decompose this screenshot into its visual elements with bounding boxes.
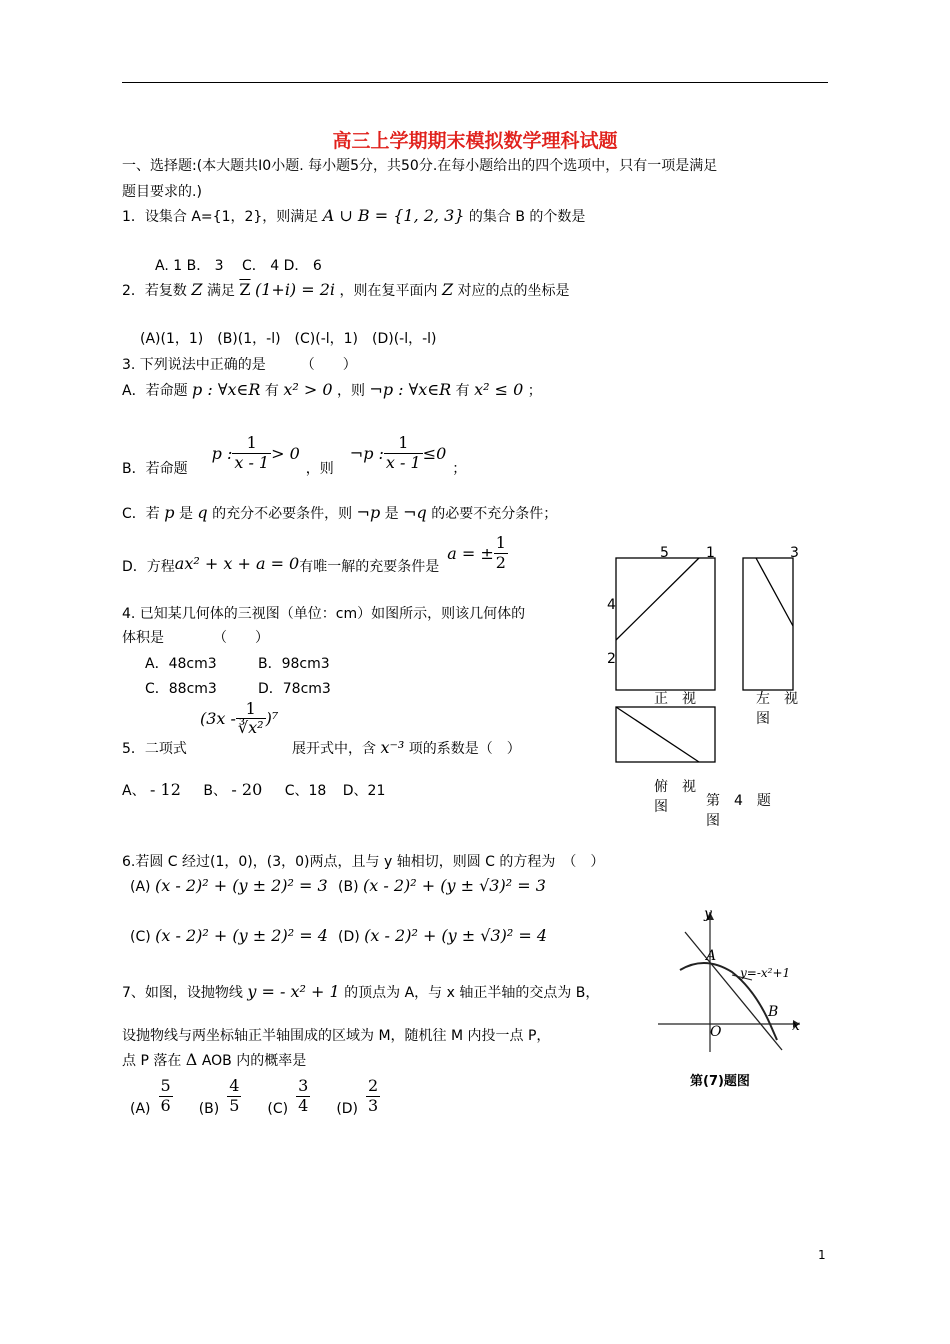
side-view-rect (743, 558, 793, 690)
q7-opt-d-num: 2 (368, 1076, 379, 1096)
q3-b-frac (232, 434, 271, 472)
q3-b-den: x - 1 (234, 452, 270, 472)
fig7-origin: O (710, 1024, 722, 1040)
q3-b-num: 1 (246, 433, 257, 453)
q4-line2: 体积是 （ ） (122, 630, 269, 646)
side-view-caption-1: 左 视 (756, 691, 798, 707)
q3-option-c (122, 503, 557, 523)
header-rule (122, 82, 828, 83)
q7-opt-a-num: 5 (160, 1076, 171, 1096)
q3-a-text2: 有 (264, 383, 279, 399)
question-3: 3. 下列说法中正确的是 （ ） (122, 357, 357, 373)
q2-options: (A)(1，1) (B)(1，-l) (C)(-l，1) (D)(-l，-l) (140, 331, 437, 347)
q7-math: y = - x² + 1 (247, 982, 340, 1001)
q7-opt-c (296, 1077, 310, 1115)
q7-line3-b: AOB 内的概率是 (201, 1053, 307, 1069)
q7-opt-c-num: 3 (298, 1076, 309, 1096)
fig4-label-1: 1 (706, 545, 715, 561)
top-view-diagonal (616, 707, 699, 762)
q3-b-p: p : (211, 443, 233, 463)
fig7-point-b: B (768, 1004, 779, 1020)
question-6: 6.若圆 C 经过(1，0)，(3，0)两点，且与 y 轴相切，则圆 C 的方程为 （ ） (122, 854, 605, 870)
q7-line3-a: 点 P 落在 (122, 1053, 182, 1069)
q2-text-d: 对应的点的坐标是 (457, 283, 570, 299)
q3-option-b (122, 428, 466, 478)
q6-opt-b (338, 876, 546, 895)
q5-frac (236, 700, 266, 738)
q2-text-a: 2．若复数 (122, 283, 187, 299)
q7-line1 (122, 982, 599, 1002)
fig4-label-4: 4 (607, 597, 616, 613)
q5-rest (292, 738, 521, 758)
q4-opt-d: D．78cm3 (258, 681, 331, 697)
q3-b-gt: > 0 (271, 443, 300, 463)
q3-b-frac2 (384, 434, 423, 472)
q6-opt-c-label: (C) (130, 929, 151, 945)
q1-options: A. 1 B． 3 C． 4 D． 6 (155, 258, 322, 274)
q7-line2: 设抛物线与两坐标轴正半轴围成的区域为 M，随机往 M 内投一点 P， (122, 1028, 551, 1044)
q3-a-math2: x² > 0 (283, 380, 333, 399)
q2-math: (1+i) = 2i (254, 280, 336, 299)
q6-opt-c-math: (x - 2)² + (y ± 2)² = 4 (155, 926, 328, 945)
q3-d-num: 1 (495, 533, 506, 553)
q3-d-lhs: a = ± (447, 543, 494, 563)
q4-opt-a: A．48cm3 (145, 656, 217, 672)
q3-a-math3: ¬p : ∀x∈R (369, 380, 452, 399)
q5-opt-a: - 12 (150, 780, 181, 799)
q7-opt-a-den: 6 (160, 1095, 171, 1115)
q6-opt-d (338, 926, 547, 945)
q3-b-le: ≤0 (422, 443, 447, 463)
q1-math: A ∪ B = {1, 2, 3} (322, 206, 465, 225)
top-view-rect (616, 707, 715, 762)
q4-opt-b: B．98cm3 (258, 656, 330, 672)
q5-opt-b: - 20 (231, 780, 263, 799)
q3-b-num2: 1 (398, 433, 409, 453)
fig7-caption: 第(7)题图 (690, 1074, 750, 1089)
q3-option-d (122, 530, 508, 576)
q6-opt-b-math: (x - 2)² + (y ± √3)² = 3 (362, 876, 546, 895)
side-view-caption-2: 图 (756, 711, 770, 727)
q5-text-a: 5．二项式 (122, 741, 187, 757)
q5-options (122, 780, 385, 800)
q5-num: 1 (245, 699, 256, 718)
q7-opt-a-label: (A) (130, 1101, 151, 1117)
q5-opt-b-label: B、 (203, 783, 227, 799)
q3-d-text: D．方程 (122, 559, 175, 575)
q7-text-b: 的顶点为 A，与 x 轴正半轴的交点为 B， (344, 985, 600, 1001)
section-intro-line1: 一、选择题:(本大题共I0小题. 每小题5分，共50分.在每小题给出的四个选项中，只有一项是满足 (122, 158, 718, 174)
q3-c-text2: 是 (178, 506, 193, 522)
q3-c-text3: 的充分不必要条件，则 (212, 506, 353, 522)
q6-opt-d-label: (D) (338, 929, 360, 945)
q3-c-text: C．若 (122, 506, 160, 522)
q7-opt-d-label: (D) (336, 1101, 359, 1117)
q6-opt-a (130, 876, 328, 895)
question-2 (122, 280, 570, 300)
q3-a-math1: p : ∀x∈R (192, 380, 261, 399)
q3-a-math4: x² ≤ 0 (474, 380, 524, 399)
q3-option-a (122, 380, 542, 400)
fig4-caption-1: 第 4 题 (706, 793, 771, 809)
q5-opt-d: D、21 (342, 783, 386, 799)
q3-d-den: 2 (495, 552, 506, 572)
fig4-label-3: 3 (790, 545, 799, 561)
q3-b-text3: ； (452, 461, 467, 477)
front-view-diagonal (616, 558, 699, 640)
top-view-caption-2: 图 (654, 799, 668, 815)
q4-line1: 4. 已知某几何体的三视图（单位：cm）如图所示，则该几何体的 (122, 606, 526, 622)
q1-text-b: 的集合 B 的个数是 (468, 209, 586, 225)
q6-opt-a-label: (A) (130, 879, 151, 895)
q7-text-a: 7、如图，设抛物线 (122, 985, 243, 1001)
q2-z: Z (191, 280, 203, 299)
front-view-rect (616, 558, 715, 690)
q6-opt-a-math: (x - 2)² + (y ± 2)² = 3 (154, 876, 328, 895)
q5-pow: x⁻³ (380, 738, 405, 757)
q3-b-text: B．若命题 (122, 461, 188, 477)
q7-options (130, 1075, 380, 1117)
q5-expr-pre: (3x - (200, 709, 236, 729)
fig7-curve-label: y=-x²+1 (740, 966, 791, 980)
q6-opt-d-math: (x - 2)² + (y ± √3)² = 4 (364, 926, 548, 945)
fig7-point-a: A (706, 948, 717, 964)
q5-expression (200, 700, 278, 738)
q3-c-p: p (164, 503, 175, 522)
fig4-caption-2: 图 (706, 813, 720, 829)
q3-c-text4: 是 (384, 506, 399, 522)
q7-opt-b (227, 1077, 241, 1115)
fig4-label-5: 5 (660, 545, 669, 561)
q2-text-b: 满足 (206, 283, 235, 299)
line-ab (685, 932, 782, 1050)
q7-opt-a (159, 1077, 173, 1115)
q7-opt-b-label: (B) (198, 1101, 220, 1117)
parabola-figure (650, 900, 815, 1060)
q7-opt-d-den: 3 (368, 1095, 379, 1115)
page-title: 高三上学期期末模拟数学理科试题 (332, 130, 618, 152)
q3-a-text5: ； (527, 383, 542, 399)
q2-text-c: ，则在复平面内 (339, 283, 438, 299)
q3-c-nq: ¬q (403, 503, 427, 522)
fig7-y-label: y (704, 906, 712, 922)
q7-opt-b-den: 5 (229, 1095, 240, 1115)
q5-den: ∛x² (237, 718, 264, 738)
section-intro-line2: 题目要求的.) (122, 184, 202, 200)
q3-d-frac (494, 534, 508, 572)
fig7-x-label: x (792, 1018, 800, 1034)
q3-a-text: A．若命题 (122, 383, 188, 399)
page-number: 1 (818, 1248, 826, 1262)
q7-opt-c-label: (C) (267, 1101, 289, 1117)
q5-text-b: 展开式中，含 (292, 741, 376, 757)
q3-c-q: q (197, 503, 208, 522)
q6-opt-c (130, 926, 328, 945)
q3-d-text2: 有唯一解的充要条件是 (299, 559, 440, 575)
q5-expr-post: )⁷ (265, 709, 279, 729)
q6-opt-b-label: (B) (338, 879, 359, 895)
q7-delta: Δ (185, 1050, 198, 1069)
front-view-caption: 正 视 (654, 691, 696, 707)
q3-d-math: ax² + x + a = 0 (174, 553, 300, 573)
q3-b-np: ¬p : (349, 443, 384, 463)
q3-a-text4: 有 (455, 383, 470, 399)
top-view-caption-1: 俯 视 (654, 779, 696, 795)
q7-opt-b-num: 4 (229, 1076, 240, 1096)
q3-b-den2: x - 1 (385, 452, 421, 472)
q7-line3 (122, 1050, 306, 1070)
q3-b-text2: ，则 (305, 461, 334, 477)
q4-opt-c: C．88cm3 (145, 681, 217, 697)
fig4-label-2: 2 (607, 651, 616, 667)
q2-zbar: $\overline{Z}$ (239, 280, 251, 299)
q3-c-np: ¬p (356, 503, 381, 522)
q1-text-a: 1．设集合 A={1，2}，则满足 (122, 209, 319, 225)
q5-opt-a-label: A、 (122, 783, 146, 799)
q3-c-text5: 的必要不充分条件； (431, 506, 558, 522)
q5-text-c: 项的系数是（ ） (408, 741, 521, 757)
q7-opt-c-den: 4 (298, 1095, 309, 1115)
side-view-diagonal (756, 558, 793, 626)
question-1 (122, 206, 585, 226)
q2-z2: Z (441, 280, 454, 299)
q5-opt-c: C、18 (284, 783, 327, 799)
q3-a-text3: ，则 (336, 383, 365, 399)
q7-opt-d (366, 1077, 380, 1115)
